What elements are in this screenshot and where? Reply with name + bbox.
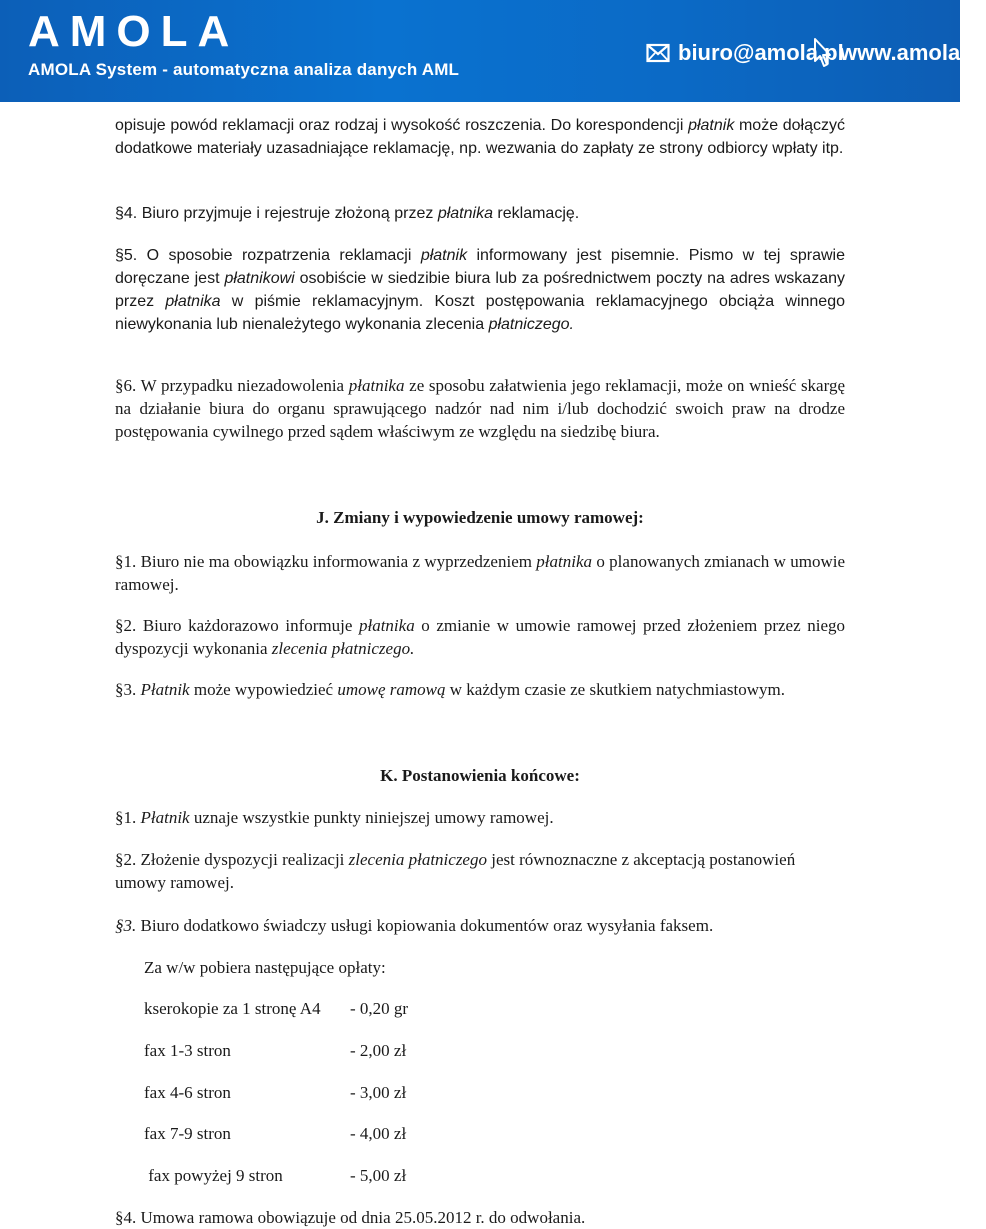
fee-value: - 2,00 zł bbox=[350, 1041, 407, 1060]
paragraph-j1: §1. Biuro nie ma obowiązku informowania z wyprzedzeniem płatnika o planowanych zmianach w umowie ramowej. bbox=[115, 552, 845, 594]
fees-intro: Za w/w pobiera następujące opłaty: bbox=[144, 958, 386, 977]
paragraph-k4: §4. Umowa ramowa obowiązuje od dnia 25.05.2012 r. do odwołania. bbox=[115, 1208, 586, 1227]
fee-value: - 5,00 zł bbox=[350, 1166, 407, 1185]
paragraph-k2: §2. Złożenie dyspozycji realizacji zlecenia płatniczego jest równoznaczne z akceptacją postanowień umowy ramowej. bbox=[115, 850, 796, 892]
email-link[interactable]: biuro@amola.pl bbox=[678, 40, 844, 65]
paragraph-j3: §3. Płatnik może wypowiedzieć umowę ramową w każdym czasie ze skutkiem natychmiastowym. bbox=[115, 680, 785, 699]
fee-value: - 3,00 zł bbox=[350, 1083, 407, 1102]
fee-row bbox=[144, 1081, 544, 1104]
paragraph-s5: §5. O sposobie rozpatrzenia reklamacji płatnik informowany jest pisemnie. Pismo w tej sprawie doręczane jest płatnikowi osobiście w siedzibie biura lub za pośrednictwem poczty na adres wskazany przez płatnika w piśmie reklamacyjnym. Koszt postępowania reklamacyjnego obciąża winnego niewykonania lub nienależytego wykonania zlecenia płatniczego. bbox=[115, 247, 846, 333]
fee-label: fax 1-3 stron bbox=[144, 1041, 231, 1060]
paragraph-continuation: opisuje powód reklamacji oraz rodzaj i wysokość roszczenia. Do korespondencji płatnik może dołączyć dodatkowe materiały uzasadniające reklamację, np. wezwania do zapłaty ze strony odbiorcy wpłaty itp. bbox=[115, 117, 846, 157]
amola-logo: AMOLA bbox=[28, 7, 240, 56]
fee-label: kserokopie za 1 stronę A4 bbox=[144, 999, 321, 1018]
fee-value: - 0,20 gr bbox=[350, 999, 409, 1018]
header-banner bbox=[0, 0, 986, 102]
fee-value: - 4,00 zł bbox=[350, 1124, 407, 1143]
section-heading-j: J. Zmiany i wypowiedzenie umowy ramowej: bbox=[316, 508, 644, 527]
paragraph-j2: §2. Biuro każdorazowo informuje płatnika o zmianie w umowie ramowej przed złożeniem przez niego dyspozycji wykonania zlecenia płatniczego. bbox=[115, 616, 845, 658]
cursor-icon bbox=[812, 38, 832, 68]
paragraph-s4: §4. Biuro przyjmuje i rejestruje złożoną przez płatnika reklamację. bbox=[115, 205, 580, 222]
paragraph-k3: §3. Biuro dodatkowo świadczy usługi kopiowania dokumentów oraz wysyłania faksem. bbox=[115, 916, 714, 935]
fee-label: fax 7-9 stron bbox=[144, 1124, 231, 1143]
fee-label: fax powyżej 9 stron bbox=[144, 1166, 283, 1185]
tagline: AMOLA System - automatyczna analiza danych AML bbox=[28, 60, 460, 79]
website-link[interactable]: www.amola.pl bbox=[840, 40, 986, 65]
paragraph-k1: §1. Płatnik uznaje wszystkie punkty niniejszej umowy ramowej. bbox=[115, 808, 554, 827]
fee-row bbox=[144, 997, 544, 1020]
paragraph-s6: §6. W przypadku niezadowolenia płatnika ze sposobu załatwienia jego reklamacji, może on wnieść skargę na działanie biura do organu sprawującego nadzór nad nim i/lub dochodzić swoich praw na drodze postępowania cywilnego przed sądem właściwym ze względu na siedzibę biura. bbox=[115, 376, 845, 441]
website-contact[interactable] bbox=[812, 40, 986, 66]
section-heading-k: K. Postanowienia końcowe: bbox=[380, 766, 580, 785]
fee-row bbox=[144, 1164, 544, 1187]
fee-row bbox=[144, 1039, 544, 1062]
envelope-icon bbox=[646, 43, 670, 63]
fee-row bbox=[144, 1122, 544, 1145]
fee-label: fax 4-6 stron bbox=[144, 1083, 231, 1102]
